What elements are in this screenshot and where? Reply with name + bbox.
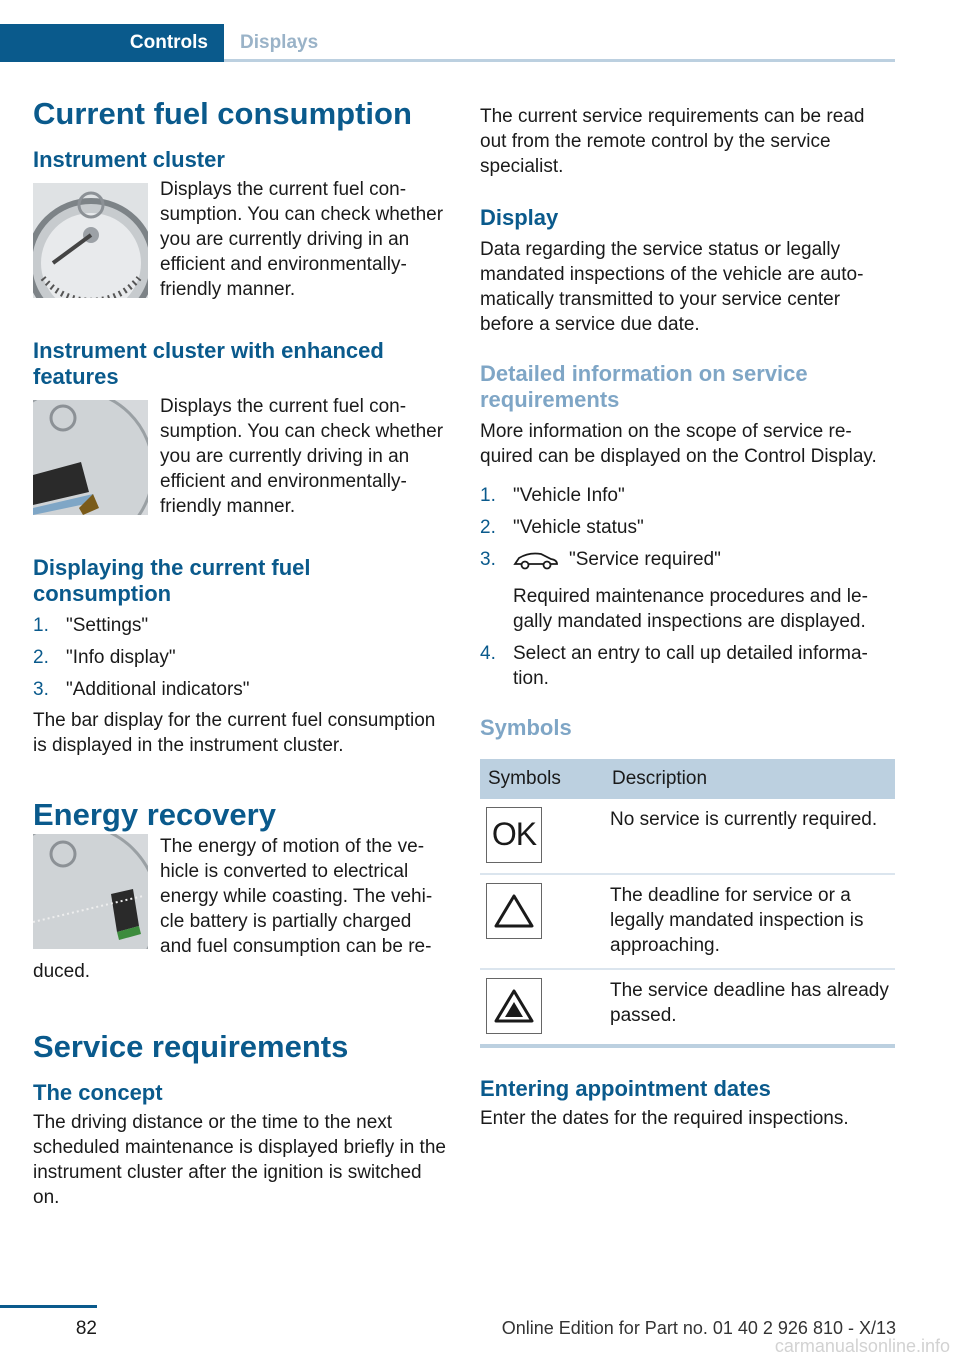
watermark: carmanualsonline.info [774,1336,950,1356]
row-description: The service deadline has already passed. [604,969,895,1046]
subtitle-entering-appointments: Entering appointment dates [480,1075,771,1101]
enhanced-gauge-image [33,400,148,515]
subtitle-symbols: Symbols [480,714,572,740]
table-row [480,874,895,969]
concept-text: The driving distance or the time to the next scheduled maintenance is displayed briefly in the instrument cluster after the ignition is switched on. [33,1112,446,1208]
detailed-text: More information on the scope of service required can be displayed on the Control Display. [480,421,877,467]
list-item: 3. "Additional indicators" [33,679,250,700]
energy-recovery-text: The energy of motion of the vehicle is converted to electrical energy while coasting. The vehicle battery is partially charged and fuel consumption can be reduced. [33,836,433,982]
header-rule [224,59,895,62]
title-current-fuel-consumption: Current fuel consumption [33,96,412,131]
column-header-symbols: Symbols [480,759,604,799]
overdue-triangle-icon [486,978,542,1034]
tab-controls[interactable]: Controls [0,24,224,62]
list-item: 1. "Settings" [33,615,149,636]
right-column [480,104,895,1131]
list-item: 2. "Vehicle status" [480,517,644,538]
subtitle-displaying-fuel: Displaying the current fuel consumption [33,555,311,606]
service-intro-text: The current service requirements can be read out from the remote control by the service specialist. [480,106,865,177]
appointments-text: Enter the dates for the required inspections. [480,1107,849,1129]
car-icon [513,550,559,570]
list-item: 4. Select an entry to call up detailed information. [480,642,868,689]
fuel-steps-list [33,613,448,702]
subtitle-display: Display [480,205,559,230]
step3-note: Required maintenance procedures and legally mandated inspections are displayed. [513,585,868,632]
table-row [480,799,895,874]
enhanced-cluster-text: Displays the current fuel consumption. You can check whether you are currently driving in an efficient and environmentally-friendly manner. [160,396,444,517]
subtitle-detailed-information: Detailed information on service requirements [480,361,808,412]
tab-displays[interactable]: Displays [240,32,319,53]
display-text: Data regarding the service status or legally mandated inspections of the vehicle are automatically transmitted to your service center before a service due date. [480,239,864,335]
symbols-table [480,759,895,1048]
page-number: 82 [75,1318,97,1339]
fuel-gauge-image [33,183,148,298]
table-header-row [480,759,895,799]
table-row [480,969,895,1046]
warning-triangle-icon [486,883,542,939]
list-item: 1. "Vehicle Info" [480,485,625,506]
subtitle-instrument-cluster: Instrument cluster [33,147,225,172]
energy-recovery-gauge-image [33,834,148,949]
row-description: The deadline for service or a legally mandated inspection is approaching. [604,874,895,969]
list-item: 2. "Info display" [33,647,176,668]
page-number-rule [0,1305,97,1308]
subtitle-instrument-cluster-enhanced: Instrument cluster with enhanced features [33,338,384,389]
list-item: 3. "Service required" Required maintenance procedures and legally mandated inspections are displayed. [480,547,895,634]
subtitle-the-concept: The concept [33,1080,163,1105]
title-energy-recovery: Energy recovery [33,797,276,832]
row-description: No service is currently required. [604,799,895,874]
ok-icon: OK [486,807,542,863]
instrument-cluster-text: Displays the current fuel consumption. You can check whether you are currently driving in an efficient and environmentally-friendly manner. [160,179,444,300]
edition-footer: Online Edition for Part no. 01 40 2 926 810 - X/13 [501,1318,896,1338]
bar-display-text: The bar display for the current fuel consumption is displayed in the instrument cluster. [33,710,436,756]
left-column [33,95,448,1210]
page-header [0,24,895,62]
title-service-requirements: Service requirements [33,1029,349,1064]
column-header-description: Description [604,759,895,799]
service-steps-list [480,483,895,691]
